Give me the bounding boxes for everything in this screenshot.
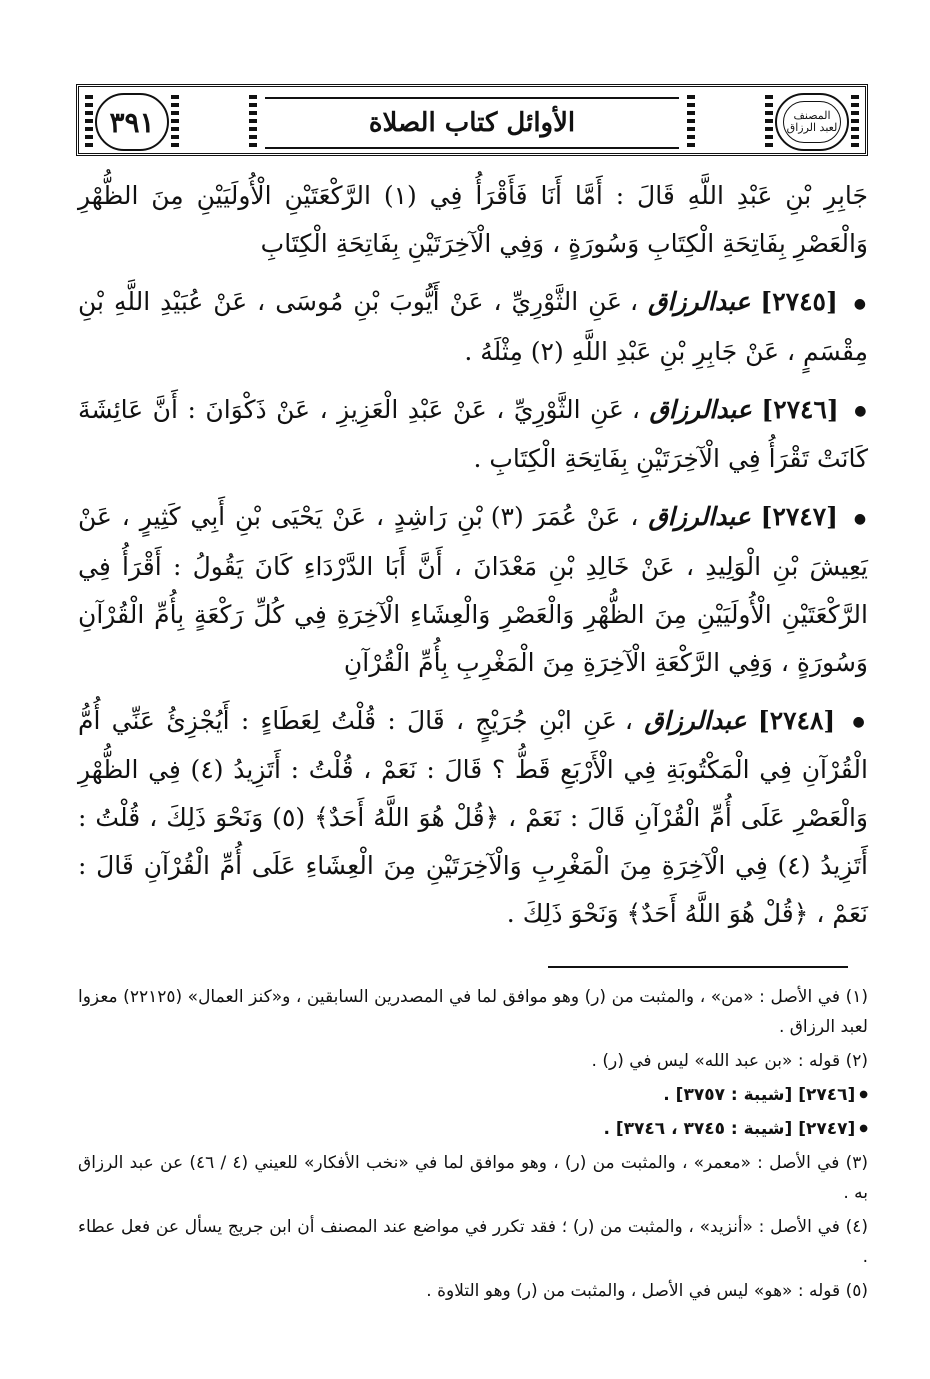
narrator-name: عبدالرزاق	[649, 394, 752, 424]
paragraph-text: جَابِرِ بْنِ عَبْدِ اللَّهِ قَالَ : أَمَّا أَنَا فَأَقْرَأُ فِي (١) الرَّكْعَتَيْنِ الْأُولَيَيْنِ مِنَ الظُّهْرِ وَالْعَصْرِ بِفَاتِحَةِ الْكِتَابِ وَسُورَةٍ ، وَفِي الْآخِرَتَيْنِ بِفَاتِحَةِ الْكِتَابِ	[78, 181, 868, 258]
hadith-entry	[78, 697, 868, 939]
ornament-divider-mid-left	[249, 93, 257, 147]
hadith-entry	[78, 386, 868, 484]
footnote: (٣) في الأصل : «معمر» ، والمثبت من (ر) ، وهو موافق لما في «نخب الأفكار» للعيني (٤ / ٤٦) عن عبد الرزاق به .	[78, 1153, 868, 1203]
hadith-text: ، عَنِ الثَّوْرِيِّ ، عَنْ عَبْدِ الْعَزِيزِ ، عَنْ ذَكْوَانَ : أَنَّ عَائِشَةَ كَانَتْ تَقْرَأُ فِي الْآخِرَتَيْنِ بِفَاتِحَةِ الْكِتَابِ .	[78, 394, 868, 473]
footnote: (٢) قوله : «بن عبد الله» ليس في (ر) .	[591, 1051, 868, 1071]
narrator-name: عبدالرزاق	[644, 705, 747, 735]
hadith-text: ، عَنِ ابْنِ جُرَيْجٍ ، قَالَ : قُلْتُ لِعَطَاءٍ : أَيُجْزِئُ عَنِّي أُمُّ الْقُرْآنِ فِي الْمَكْتُوبَةِ فِي الْأَرْبَعِ قَطُّ ؟ قَالَ : نَعَمْ ، قُلْتُ : أَتَزِيدُ (٤) فِي الظُّهْرِ وَالْعَصْرِ عَلَى أُمِّ الْقُرْآنِ قَالَ : نَعَمْ ، ﴿قُلْ هُوَ اللَّهُ أَحَدٌ﴾ (٥) وَنَحْوَ ذَلِكَ ، قُلْتُ : أَتَزِيدُ (٤) فِي الْآخِرَةِ مِنَ الْمَغْرِبِ وَالْآخِرَتَيْنِ مِنَ الْعِشَاءِ عَلَى أُمِّ الْقُرْآنِ قَالَ : نَعَمْ ، ﴿قُلْ هُوَ اللَّهُ أَحَدٌ﴾ وَنَحْوَ ذَلِكَ .	[78, 705, 868, 928]
hadith-number: [٢٧٤٦]	[761, 394, 839, 424]
hadith-text: ، عَنْ عُمَرَ (٣) بْنِ رَاشِدٍ ، عَنْ يَحْيَى بْنِ أَبِي كَثِيرٍ ، عَنْ يَعِيشَ بْنِ الْوَلِيدِ ، عَنْ خَالِدِ بْنِ مَعْدَانَ ، أَنَّ أَبَا الدَّرْدَاءِ كَانَ يَقُولُ : أَقْرَأُ فِي الرَّكْعَتَيْنِ الْأُولَيَيْنِ مِنَ الظُّهْرِ وَالْعَصْرِ وَالْعِشَاءِ الْآخِرَةِ فِي كُلِّ رَكْعَةٍ بِأُمِّ الْقُرْآنِ وَسُورَةٍ ، وَفِي الرَّكْعَةِ الْآخِرَةِ مِنَ الْمَغْرِبِ بِأُمِّ الْقُرْآنِ	[78, 502, 868, 677]
narrator-name: عبدالرزاق	[648, 287, 751, 316]
book-logo-medallion	[775, 93, 849, 151]
book-logo: المصنف لعبد الرزاق	[783, 101, 841, 143]
ornament-divider-right	[765, 93, 773, 147]
hadith-text: ، عَنِ الثَّوْرِيِّ ، عَنْ أَيُّوبَ بْنِ مُوسَى ، عَنْ عُبَيْدِ اللَّهِ بْنِ مِقْسَمٍ ، عَنْ جَابِرِ بْنِ عَبْدِ اللَّهِ (٢) مِثْلَهُ .	[78, 287, 868, 366]
cross-reference: ● [٢٧٤٧] [شيبة : ٣٧٤٥ ، ٣٧٤٦] .	[78, 1114, 868, 1144]
paragraph-continuation	[78, 172, 868, 268]
footnote: (٤) في الأصل : «أنزيد» ، والمثبت من (ر) ؛ فقد تكرر في مواضع عند المصنف أن ابن جريج يسأل عن فعل عطاء .	[78, 1217, 868, 1267]
hadith-number: [٢٧٤٧]	[760, 502, 839, 531]
footnote-separator	[548, 966, 848, 968]
hadith-number: [٢٧٤٨]	[757, 705, 836, 735]
running-title: الأوائل كتاب الصلاة	[265, 97, 679, 149]
cross-reference: ● [٢٧٤٦] [شيبة : ٣٧٥٧] .	[78, 1080, 868, 1110]
ornament-border-right	[851, 93, 859, 147]
footnote: (١) في الأصل : «من» ، والمثبت من (ر) وهو موافق لما في المصدرين السابقين ، و«كنز العمال» (٢٢١٢٥) معزوا لعبد الرزاق .	[78, 987, 869, 1037]
hadith-entry	[78, 278, 868, 376]
hadith-number: [٢٧٤٥]	[760, 287, 838, 316]
footnote: (٥) قوله : «هو» ليس في الأصل ، والمثبت من (ر) وهو التلاوة .	[426, 1281, 868, 1301]
main-text	[78, 172, 868, 948]
hadith-entry	[78, 493, 868, 687]
ornament-border-left	[85, 93, 93, 147]
page-header	[76, 84, 868, 156]
page-number: ٣٩١	[109, 105, 155, 139]
ornament-divider-left	[171, 93, 179, 147]
page-number-medallion	[95, 93, 169, 151]
footnotes	[78, 982, 868, 1310]
narrator-name: عبدالرزاق	[648, 502, 751, 531]
ornament-divider-mid-right	[687, 93, 695, 147]
